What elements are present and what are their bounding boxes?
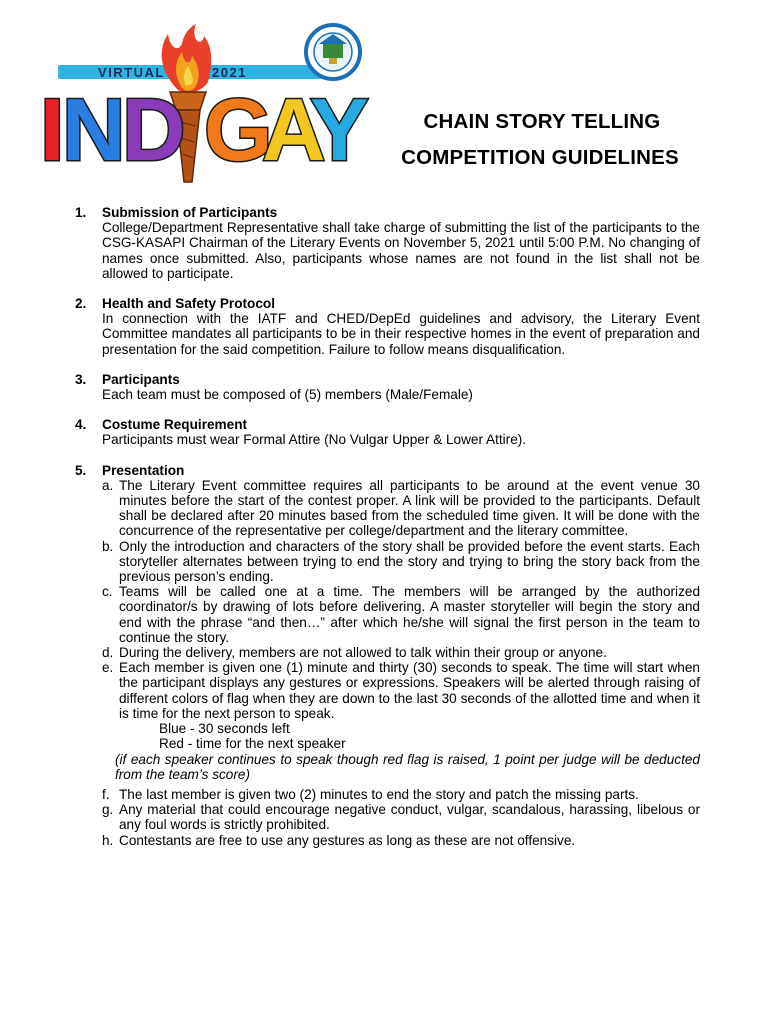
section-number: 3.: [75, 371, 87, 387]
flag-red-rule: Red - time for the next speaker: [159, 736, 346, 752]
list-item-text: Contestants are free to use any gestures as long as these are not offensive.: [119, 832, 576, 848]
guidelines-body: [75, 205, 700, 863]
list-item-letter: a.: [102, 477, 114, 493]
section-number: 5.: [75, 462, 87, 478]
list-item-text: The last member is given two (2) minutes to end the story and patch the missing parts.: [119, 786, 639, 802]
list-item: [102, 660, 700, 721]
section-health-safety: [75, 296, 700, 357]
list-item-text: The Literary Event committee requires all participants to be around at the event venue 30 minutes before the start of the contest proper. A link will be provided to the participants. Default shall be declared after 20 minutes based from the scheduled time given. It will be done with the concurrence of the representative per college/department and the literary committee.: [119, 477, 700, 539]
logo-letter-n: N: [62, 80, 126, 179]
section-heading: Submission of Participants: [102, 205, 278, 220]
list-item-letter: d.: [102, 645, 114, 661]
section-body: Each team must be composed of (5) members (Male/Female): [102, 387, 473, 403]
section-body: Participants must wear Formal Attire (No Vulgar Upper & Lower Attire).: [102, 432, 527, 448]
list-item: [102, 833, 700, 848]
logo-letter-d: D: [122, 80, 186, 179]
list-item: [102, 478, 700, 539]
logo-letter-a: A: [262, 80, 326, 179]
section-costume: [75, 417, 700, 447]
list-item: [102, 584, 700, 645]
logo-virtual-label: VIRTUAL: [98, 65, 165, 80]
indigay-logo: [36, 22, 369, 188]
list-item-letter: f.: [102, 786, 110, 802]
section-number: 2.: [75, 296, 87, 312]
list-item-text: Teams will be called one at a time. The members will be arranged by the authorized coordinator/s by drawing of lots before delivering. A master storyteller will begin the story and end with the phrase “and then…” after which he/she will signal the first person in the team to continue the story.: [119, 584, 700, 645]
flag-blue-rule: Blue - 30 seconds left: [159, 721, 290, 737]
list-item-letter: e.: [102, 660, 114, 676]
logo-letter-g: G: [204, 80, 273, 179]
section-heading: Costume Requirement: [102, 417, 248, 433]
college-seal-icon: [306, 25, 360, 79]
document-title-line-2: COMPETITION GUIDELINES: [401, 146, 679, 169]
section-heading: Presentation: [102, 462, 185, 478]
list-item-letter: h.: [102, 832, 114, 848]
list-item-letter: b.: [102, 538, 114, 554]
section-body: College/Department Representative shall take charge of submitting the list of the participants to the CSG-KASAPI Chairman of the Literary Events on November 5, 2021 until 5:00 P.M. No changing of names once submitted. Also, participants whose names are not found in the list shall not be allowed to participate.: [102, 220, 700, 281]
logo-wordmark: [40, 80, 369, 179]
list-item-text: Each member is given one (1) minute and thirty (30) seconds to speak. The time will start when the participant displays any gestures or expressions. Speakers will be alerted through raising of different colors of flag when they are down to the last 30 seconds of the allotted time and when it is time for the next person to speak.: [119, 660, 700, 721]
section-number: 1.: [75, 205, 87, 220]
section-heading: Participants: [102, 371, 180, 387]
section-submission: [75, 205, 700, 281]
logo-year-label: 2021: [212, 65, 247, 80]
list-item-letter: g.: [102, 802, 114, 818]
penalty-note: (if each speaker continues to speak though red flag is raised, 1 point per judge will be deducted from the team’s score): [115, 751, 700, 782]
list-item-text: Only the introduction and characters of the story shall be provided before the event starts. Each storyteller alternates between trying to end the story and trying to bring the story back from the previous person’s ending.: [119, 538, 700, 585]
section-number: 4.: [75, 417, 87, 433]
section-participants: [75, 372, 700, 402]
list-item: [102, 787, 700, 802]
list-item: [102, 645, 700, 660]
list-item-text: Any material that could encourage negative conduct, vulgar, scandalous, harassing, libelous or any foul words is strictly prohibited.: [119, 802, 700, 833]
document-title-line-1: CHAIN STORY TELLING: [423, 110, 661, 133]
section-body: In connection with the IATF and CHED/DepEd guidelines and advisory, the Literary Event Committee mandates all participants to be in their respective homes in the event of preparation and presentation for the said competition. Failure to follow means disqualification.: [102, 311, 700, 357]
section-presentation: [75, 463, 700, 848]
logo-letter-y: Y: [310, 80, 369, 179]
indigay-logo-graphic: [36, 22, 369, 188]
list-item-letter: c.: [102, 584, 113, 600]
list-item: [102, 539, 700, 585]
list-item: [102, 802, 700, 832]
logo-letter-i: I: [40, 80, 65, 179]
section-heading: Health and Safety Protocol: [102, 296, 275, 312]
list-item-text: During the delivery, members are not allowed to talk within their group or anyone.: [119, 645, 607, 661]
